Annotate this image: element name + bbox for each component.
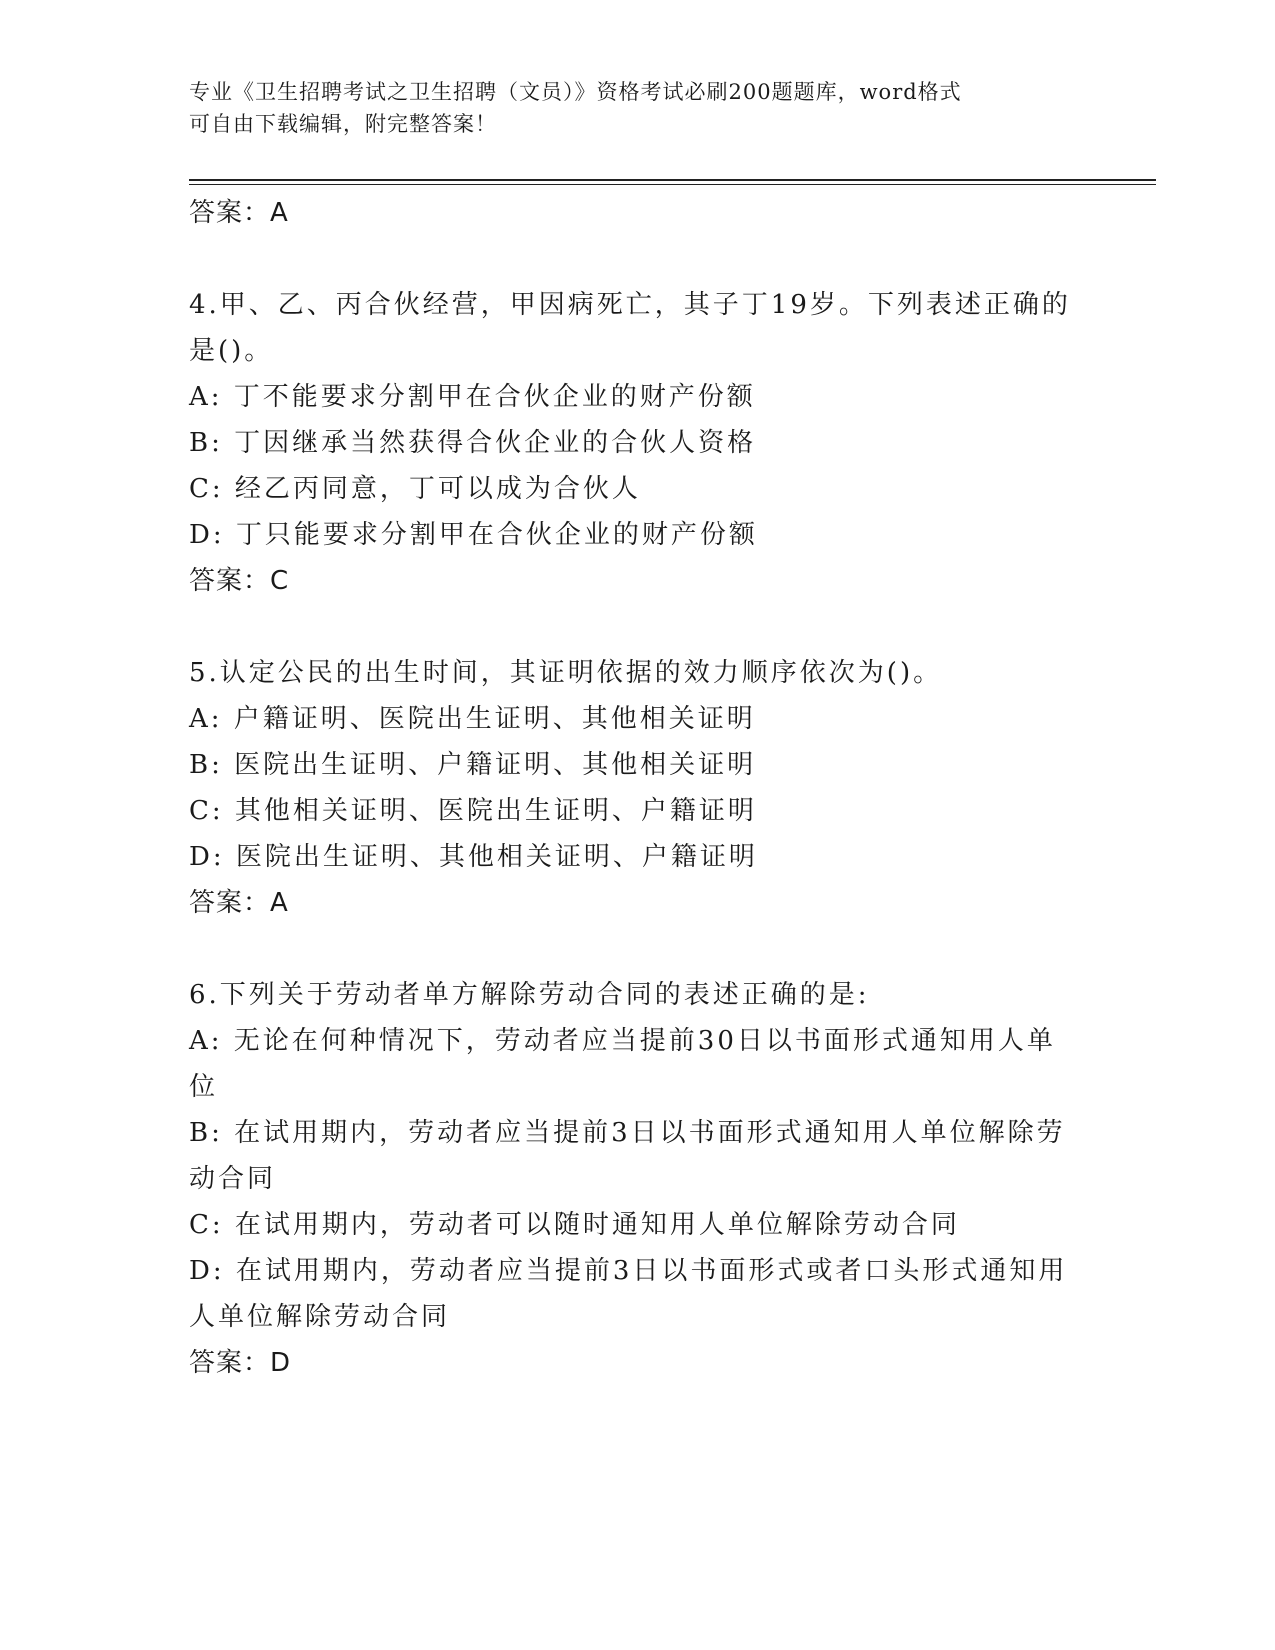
option-d: D: 在试用期内，劳动者应当提前3日以书面形式或者口头形式通知用 (189, 1256, 1068, 1286)
question-stem: 6.下列关于劳动者单方解除劳动合同的表述正确的是: (189, 980, 870, 1010)
spacer (189, 604, 1089, 650)
answer-line: 答案：D (189, 1348, 292, 1378)
option-d-continued: 人单位解除劳动合同 (189, 1302, 451, 1332)
header-divider-thick (189, 179, 1156, 181)
option-d: D: 丁只能要求分割甲在合伙企业的财产份额 (189, 520, 758, 550)
header-title-line-1: 专业《卫生招聘考试之卫生招聘（文员）》资格考试必刷200题题库，word格式 (189, 80, 962, 104)
option-b: B: 丁因继承当然获得合伙企业的合伙人资格 (189, 428, 757, 458)
spacer (189, 236, 1089, 282)
option-b: B: 医院出生证明、户籍证明、其他相关证明 (189, 750, 757, 780)
question-block (189, 972, 1089, 1386)
option-c: C: 在试用期内，劳动者可以随时通知用人单位解除劳动合同 (189, 1210, 960, 1240)
question-block (189, 282, 1089, 604)
header-title-line-2: 可自由下载编辑，附完整答案！ (189, 112, 497, 136)
question-stem: 4.甲、乙、丙合伙经营，甲因病死亡，其子丁19岁。下列表述正确的 (189, 290, 1071, 320)
option-d: D: 医院出生证明、其他相关证明、户籍证明 (189, 842, 758, 872)
answer-line: 答案：A (189, 888, 289, 918)
spacer (189, 926, 1089, 972)
question-stem-continued: 是()。 (189, 336, 274, 366)
option-c: C: 经乙丙同意，丁可以成为合伙人 (189, 474, 641, 504)
option-a: A: 无论在何种情况下，劳动者应当提前30日以书面形式通知用人单 (189, 1026, 1056, 1056)
document-body (189, 190, 1089, 1386)
answer-line: 答案：C (189, 566, 290, 596)
option-b: B: 在试用期内，劳动者应当提前3日以书面形式通知用人单位解除劳 (189, 1118, 1066, 1148)
answer-line: 答案：A (189, 198, 289, 228)
option-a: A: 户籍证明、医院出生证明、其他相关证明 (189, 704, 756, 734)
document-header (189, 76, 1089, 140)
header-divider-thin (189, 184, 1156, 185)
question-block (189, 650, 1089, 926)
option-a-continued: 位 (189, 1072, 219, 1102)
option-c: C: 其他相关证明、医院出生证明、户籍证明 (189, 796, 757, 826)
option-b-continued: 动合同 (189, 1164, 277, 1194)
option-a: A: 丁不能要求分割甲在合伙企业的财产份额 (189, 382, 756, 412)
question-stem: 5.认定公民的出生时间，其证明依据的效力顺序依次为()。 (189, 658, 943, 688)
